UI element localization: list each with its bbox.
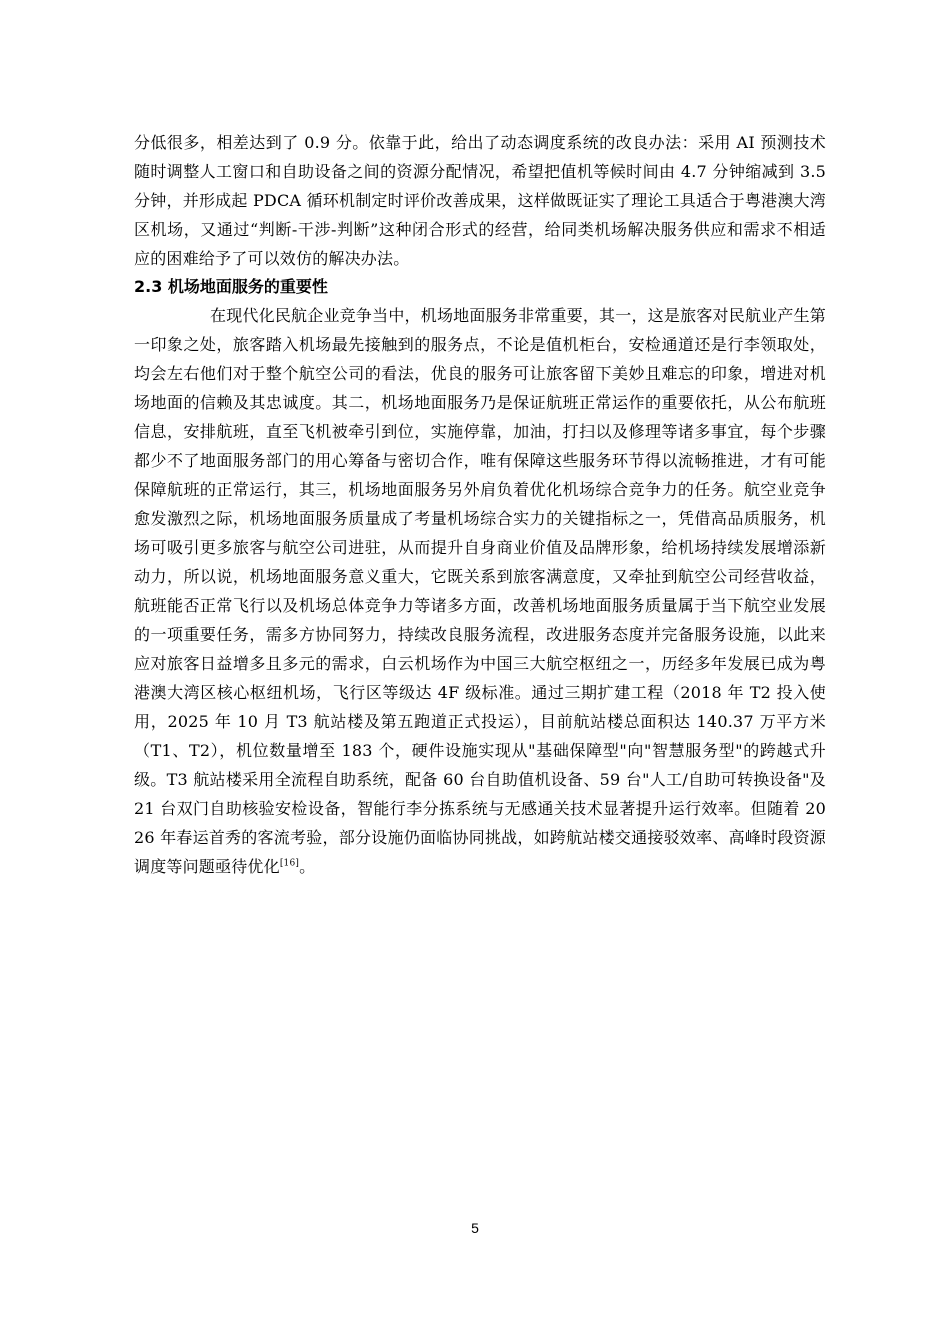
page-number: 5 [471,1220,479,1236]
page-body [134,128,826,881]
citation-reference[interactable]: [16] [279,858,300,869]
paragraph-ground-service-text: 在现代化民航企业竞争当中，机场地面服务非常重要，其一，这是旅客对民航业产生第一印象之处，旅客踏入机场最先接触到的服务点，不论是值机柜台，安检通道还是行李领取处，均会左右他们对于整个航空公司的看法，优良的服务可让旅客留下美妙且难忘的印象，增进对机场地面的信赖及其忠诚度。其二，机场地面服务乃是保证航班正常运作的重要依托，从公布航班信息，安排航班，直至飞机被牵引到位，实施停靠，加油，打扫以及修理等诸多事宜，每个步骤都少不了地面服务部门的用心筹备与密切合作，唯有保障这些服务环节得以流畅推进，才有可能保障航班的正常运行，其三，机场地面服务另外肩负着优化机场综合竞争力的任务。航空业竞争愈发激烈之际，机场地面服务质量成了考量机场综合实力的关键指标之一，凭借高品质服务，机场可吸引更多旅客与航空公司进驻，从而提升自身商业价值及品牌形象，给机场持续发展增添新动力，所以说，机场地面服务意义重大，它既关系到旅客满意度，又牵扯到航空公司经营收益，航班能否正常飞行以及机场总体竞争力等诸多方面，改善机场地面服务质量属于当下航空业发展的一项重要任务，需多方协同努力，持续改良服务流程，改进服务态度并完备服务设施，以此来应对旅客日益增多且多元的需求，白云机场作为中国三大航空枢纽之一，历经多年发展已成为粤港澳大湾区核心枢纽机场，飞行区等级达 4F 级标准。通过三期扩建工程（2018 年 T2 投入使用，2025 年 10 月 T3 航站楼及第五跑道正式投运），目前航站楼总面积达 140.37 万平方米（T1、T2），机位数量增至 183 个，硬件设施实现从"基础保障型"向"智慧服务型"的跨越式升级。T3 航站楼采用全流程自助系统，配备 60 台自助值机设备、59 台"人工/自助可转换设备"及 21 台双门自助核验安检设备，智能行李分拣系统与无感通关技术显著提升运行效率。但随着 2026 年春运首秀的客流考验，部分设施仍面临协同挑战，如跨航站楼交通接驳效率、高峰时段资源调度等问题亟待优化 [134,306,826,876]
paragraph-continued: 分低很多，相差达到了 0.9 分。依靠于此，给出了动态调度系统的改良办法：采用 AI 预测技术随时调整人工窗口和自助设备之间的资源分配情况，希望把值机等候时间由 4.7 分钟缩减到 3.5 分钟，并形成起 PDCA 循环机制定时评价改善成果，这样做既证实了理论工具适合于粤港澳大湾区机场，又通过“判断-干涉-判断”这种闭合形式的经营，给同类机场解决服务供应和需求不相适应的困难给予了可以效仿的解决办法。 [134,133,826,268]
paragraph-end-punctuation: 。 [299,857,316,876]
section-heading: 2.3 机场地面服务的重要性 [134,277,328,296]
paragraph-ground-service [134,301,826,881]
